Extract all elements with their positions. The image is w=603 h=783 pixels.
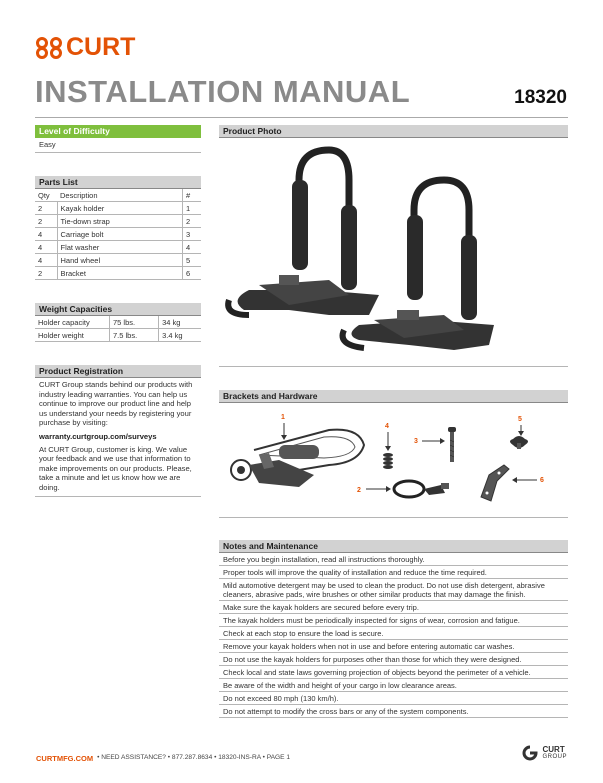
registration-link[interactable]: warranty.curtgroup.com/surveys bbox=[39, 431, 157, 441]
hardware-kayak-holder bbox=[231, 430, 364, 487]
row-description: Tie-down strap bbox=[57, 215, 183, 228]
note-item: Before you begin installation, read all instructions thoroughly. bbox=[219, 553, 568, 566]
table-row bbox=[35, 316, 201, 329]
weight-capacities-section bbox=[35, 303, 201, 342]
registration-section bbox=[35, 365, 201, 497]
row-qty: 4 bbox=[35, 241, 57, 254]
registration-heading: Product Registration bbox=[35, 365, 201, 378]
label-5: 5 bbox=[518, 416, 522, 423]
row-kg: 3.4 kg bbox=[159, 329, 201, 342]
table-header-row bbox=[35, 189, 201, 202]
note-item: Remove your kayak holders when not in use and before entering automatic car washes. bbox=[219, 640, 568, 653]
product-photo bbox=[219, 140, 568, 366]
notes-heading: Notes and Maintenance bbox=[219, 540, 568, 553]
row-qty: 4 bbox=[35, 254, 57, 267]
curt-logo-icon bbox=[36, 37, 62, 59]
brand-name: CURT bbox=[66, 33, 136, 61]
label-4: 4 bbox=[385, 423, 389, 430]
label-1: 1 bbox=[281, 414, 285, 421]
registration-text: CURT Group stands behind our products with industry leading warranties. You can help us continue to improve our product line and help us understand your needs by registering your purchase by visiting: bbox=[39, 380, 193, 428]
parts-list-section bbox=[35, 176, 201, 280]
row-qty: 2 bbox=[35, 267, 57, 280]
label-3: 3 bbox=[414, 438, 418, 445]
row-number: 1 bbox=[183, 202, 202, 215]
photo-divider bbox=[219, 366, 568, 367]
kayak-holder-2-image bbox=[343, 180, 494, 350]
note-item: Do not attempt to modify the cross bars or any of the system components. bbox=[219, 705, 568, 718]
row-kg: 34 kg bbox=[159, 316, 201, 329]
parts-table bbox=[35, 189, 201, 280]
row-description: Bracket bbox=[57, 267, 183, 280]
row-description: Flat washer bbox=[57, 241, 183, 254]
label-2: 2 bbox=[357, 487, 361, 494]
footer-info: • NEED ASSISTANCE? • 877.287.8634 • 18320-INS-RA • PAGE 1 bbox=[97, 754, 291, 762]
note-item: Make sure the kayak holders are secured before every trip. bbox=[219, 601, 568, 614]
table-row bbox=[35, 241, 201, 254]
difficulty-section bbox=[35, 125, 201, 153]
kayak-holder-1-image bbox=[228, 150, 379, 315]
difficulty-heading: Level of Difficulty bbox=[35, 125, 201, 138]
hardware-divider bbox=[219, 517, 568, 518]
table-row bbox=[35, 267, 201, 280]
footer-website-link[interactable]: CURTMFG.COM bbox=[36, 754, 94, 763]
hardware-flat-washers bbox=[383, 453, 393, 469]
footer bbox=[36, 755, 290, 763]
col-qty: Qty bbox=[35, 189, 57, 202]
note-item: The kayak holders must be periodically inspected for signs of wear, corrosion and fatigue. bbox=[219, 614, 568, 627]
table-row bbox=[35, 202, 201, 215]
feedback-text: At CURT Group, customer is king. We value your feedback and we use that information to make improvements on our products. Please, take a minute and let us know how we are doing. bbox=[35, 442, 201, 497]
row-lbs: 7.5 lbs. bbox=[110, 329, 159, 342]
table-row bbox=[35, 329, 201, 342]
row-description: Hand wheel bbox=[57, 254, 183, 267]
note-item: Be aware of the width and height of your cargo in low clearance areas. bbox=[219, 679, 568, 692]
notes-section bbox=[219, 540, 568, 718]
hardware-bracket bbox=[481, 465, 509, 501]
row-label: Holder capacity bbox=[35, 316, 110, 329]
row-description: Kayak holder bbox=[57, 202, 183, 215]
weight-heading: Weight Capacities bbox=[35, 303, 201, 316]
document-number: 18320 bbox=[514, 87, 567, 108]
col-description: Description bbox=[57, 189, 183, 202]
row-number: 5 bbox=[183, 254, 202, 267]
curt-logo bbox=[36, 35, 135, 60]
row-qty: 2 bbox=[35, 202, 57, 215]
row-number: 4 bbox=[183, 241, 202, 254]
hardware-diagram bbox=[219, 405, 568, 517]
curt-group-logo-icon bbox=[522, 745, 538, 761]
hardware-heading: Brackets and Hardware bbox=[219, 390, 568, 403]
row-description: Carriage bolt bbox=[57, 228, 183, 241]
note-item: Mild automotive detergent may be used to clean the product. Do not use dish detergent, abrasive cleaners, abrasive pads, wire brushes or other similar products that may damage the finish. bbox=[219, 579, 568, 601]
note-item: Proper tools will improve the quality of installation and reduce the time required. bbox=[219, 566, 568, 579]
note-item: Check local and state laws governing projection of objects beyond the perimeter of a vehicle. bbox=[219, 666, 568, 679]
row-lbs: 75 lbs. bbox=[110, 316, 159, 329]
row-qty: 4 bbox=[35, 228, 57, 241]
logo-word-group: GROUP bbox=[542, 754, 567, 760]
curt-group-logo bbox=[522, 745, 567, 761]
difficulty-value: Easy bbox=[35, 138, 201, 153]
row-number: 3 bbox=[183, 228, 202, 241]
hardware-section bbox=[219, 390, 568, 403]
row-label: Holder weight bbox=[35, 329, 110, 342]
hardware-carriage-bolt bbox=[448, 427, 456, 462]
hardware-hand-wheel bbox=[510, 436, 528, 449]
col-number: # bbox=[183, 189, 202, 202]
header-divider bbox=[35, 117, 568, 118]
note-item: Do not use the kayak holders for purposes other than those for which they were designed. bbox=[219, 653, 568, 666]
note-item: Check at each stop to ensure the load is secure. bbox=[219, 627, 568, 640]
weight-table bbox=[35, 316, 201, 342]
table-row bbox=[35, 254, 201, 267]
label-6: 6 bbox=[540, 477, 544, 484]
parts-list-heading: Parts List bbox=[35, 176, 201, 189]
hardware-tie-down-strap bbox=[394, 481, 449, 497]
row-number: 6 bbox=[183, 267, 202, 280]
logo-word-curt: CURT bbox=[542, 745, 565, 754]
row-number: 2 bbox=[183, 215, 202, 228]
row-qty: 2 bbox=[35, 215, 57, 228]
table-row bbox=[35, 228, 201, 241]
note-item: Do not exceed 80 mph (130 km/h). bbox=[219, 692, 568, 705]
product-photo-section bbox=[219, 125, 568, 138]
page-title: INSTALLATION MANUAL bbox=[35, 74, 411, 109]
table-row bbox=[35, 215, 201, 228]
product-photo-heading: Product Photo bbox=[219, 125, 568, 138]
